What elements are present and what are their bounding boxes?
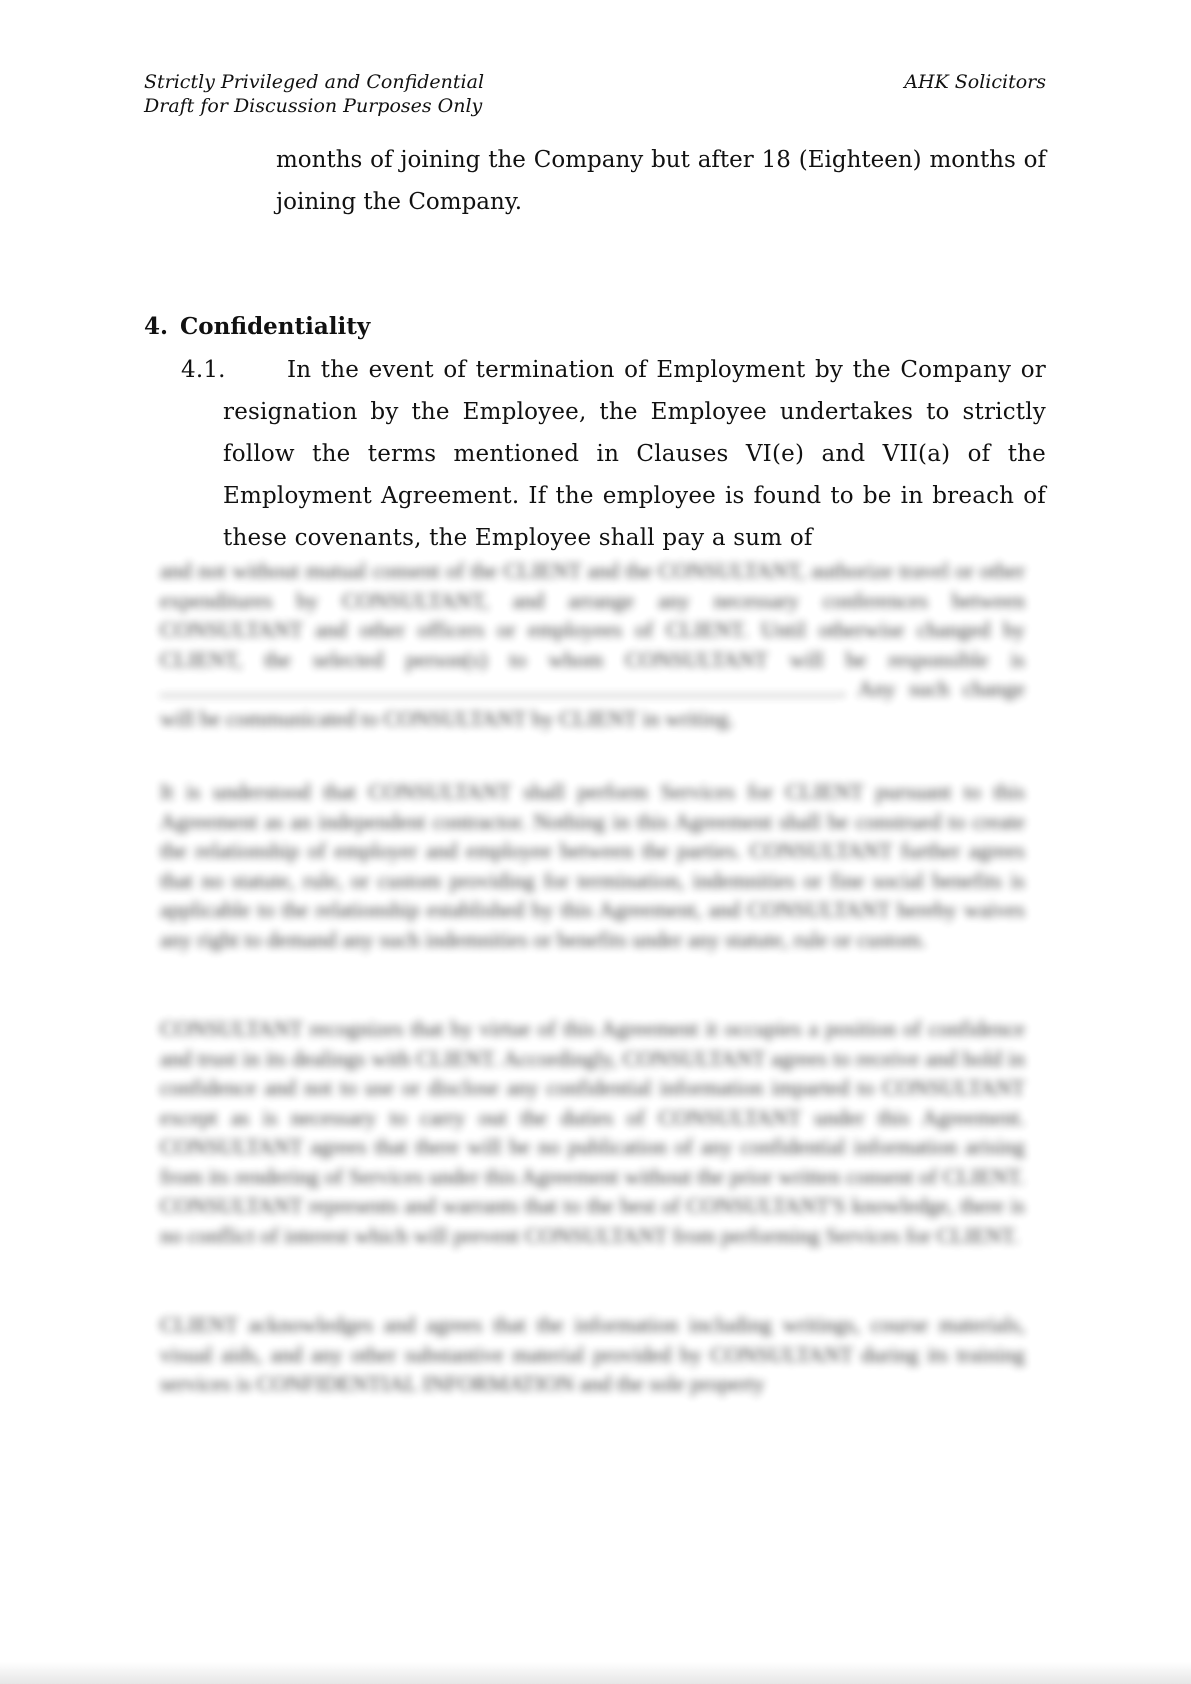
page-bottom-edge: [0, 1662, 1191, 1684]
document-header-right: [904, 70, 1046, 94]
blurred-paragraph: It is understood that CONSULTANT shall perform Services for CLIENT pursuant to this Agreement as an independent contractor. Nothing in this Agreement shall be construed to create the relationship of employer and employee between the parties. CONSULTANT further agrees that no statute, rule, or custom providing for termination, indemnities or fine social benefits is applicable to the relationship established by this Agreement, and CONSULTANT hereby waives any right to demand any such indemnities or benefits under any statute, rule or custom.: [160, 779, 1025, 952]
confidential-notice: Strictly Privileged and Confidential: [144, 71, 485, 93]
blurred-redacted-text: [160, 556, 1025, 1399]
blurred-paragraph: CONSULTANT recognizes that by virtue of this Agreement it occupies a position of confidence and trust in its dealings with CLIENT. Accordingly, CONSULTANT agrees to receive and hold in confidence and not to use or disclose any confidential information imparted to CONSULTANT except as is necessary to carry out the duties of CONSULTANT under this Agreement. CONSULTANT agrees that there will be no publication of any confidential information arising from its rendering of Services under this Agreement without the prior written consent of CLIENT. CONSULTANT represents and warrants that to the best of CONSULTANT'S knowledge, there is no conflict of interest which will prevent CONSULTANT from performing Services for CLIENT.: [160, 1016, 1025, 1248]
blurred-text: and not without mutual consent of the CLIENT and the CONSULTANT, authorize travel or other expenditures by CONSULTANT, and arrange any necessary conferences between CONSULTANT and other officers or employees of CLIENT. Until otherwise changed by CLIENT, the selected person(s) to whom CONSULTANT will be responsible: [160, 558, 1025, 672]
clause-number: 4.1.: [181, 357, 226, 383]
continuation-paragraph: months of joining the Company but after 18 (Eighteen) months of joining the Company.: [276, 147, 1046, 215]
section-number: 4.: [144, 313, 169, 340]
firm-name: AHK Solicitors: [904, 71, 1046, 93]
blank-line: [160, 675, 840, 696]
blurred-paragraph: [160, 556, 1025, 733]
blurred-text: . Any such change will be communicated to CONSULTANT by CLIENT in writing.: [160, 676, 1025, 731]
blurred-text: is: [1010, 646, 1025, 672]
draft-notice: Draft for Discussion Purposes Only: [144, 95, 483, 117]
clause-text: In the event of termination of Employment by the Company or resignation by the Employee, the Employee undertakes to strictly follow the terms mentioned in Clauses VI(e) and VII(a) of the Employment Agreement. If the employee is found to be in breach of these covenants, the Employee shall pay a sum of: [223, 357, 1046, 551]
blurred-paragraph: CLIENT acknowledges and agrees that the information including writings, course materials, visual aids, and any other substantive material provided by CONSULTANT during its training services is CONFIDENTIAL INFORMATION and the sole property: [160, 1312, 1025, 1396]
section-title: Confidentiality: [180, 313, 371, 340]
clause-4-1: [181, 349, 1046, 559]
document-header-left: [144, 70, 484, 118]
section-heading: [144, 309, 370, 345]
